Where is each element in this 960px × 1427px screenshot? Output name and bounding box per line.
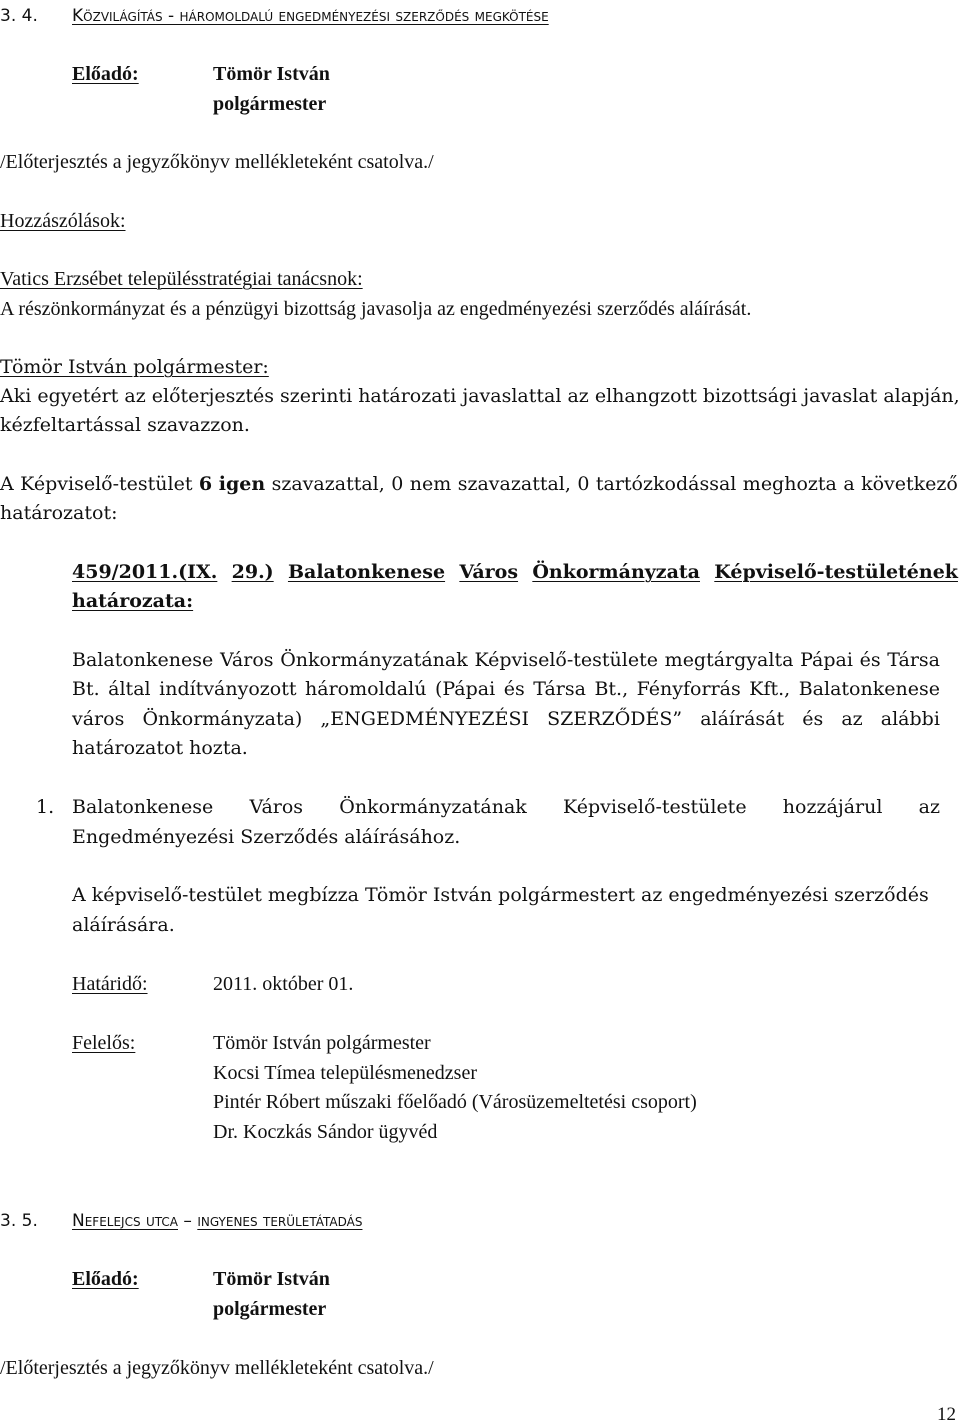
mandate-text: aláírására. — [72, 914, 175, 936]
word: Pápai — [800, 649, 853, 671]
speaker-text: kézfeltartással szavazzon. — [0, 414, 250, 436]
word: Képviselő-testülete — [563, 796, 747, 818]
word: az — [918, 796, 940, 818]
vote-word: nem — [409, 473, 452, 495]
vote-word: A — [0, 473, 14, 495]
section-number: 3. 5. — [0, 1211, 38, 1231]
item-number: 1. — [36, 796, 55, 818]
presenter-role: polgármester — [213, 1298, 327, 1320]
vote-word: meghozta — [742, 473, 837, 495]
speaker-name: Tömör István polgármester: — [0, 356, 269, 378]
vote-word: a — [843, 473, 855, 495]
word: Önkormányzatának — [280, 649, 468, 671]
presenter-label: Előadó: — [72, 63, 139, 85]
resolution-word: Város — [459, 561, 519, 583]
responsible-person: Tömör István polgármester — [213, 1032, 431, 1054]
section-title — [72, 1209, 362, 1233]
vote-word: 0 — [577, 473, 590, 495]
word: város — [72, 708, 125, 730]
presenter-name: Tömör István — [213, 1268, 330, 1290]
word: Balatonkenese — [72, 796, 214, 818]
word: Balatonkenese — [72, 649, 214, 671]
vote-word: következő — [861, 473, 958, 495]
vote-result-line — [0, 472, 958, 496]
word: Bt., — [594, 678, 629, 700]
section-title-dash: – — [178, 1211, 198, 1231]
vote-result-line: határozatot: — [0, 502, 118, 524]
word: és — [503, 678, 525, 700]
deadline-value: 2011. október 01. — [213, 973, 354, 995]
word: (Pápai — [434, 678, 496, 700]
word: és — [802, 708, 824, 730]
word: Kft., — [749, 678, 791, 700]
word: Társa — [533, 678, 586, 700]
presenter-label: Előadó: — [72, 1268, 139, 1290]
resolution-body-line — [72, 707, 940, 731]
word: Fényforrás — [636, 678, 741, 700]
item-text-line: Engedményezési Szerződés aláírásához. — [72, 826, 461, 848]
resolution-word: Balatonkenese — [287, 561, 446, 583]
item-text-line — [72, 795, 940, 819]
comments-heading: Hozzászólások: — [0, 210, 126, 232]
word: megtárgyalta — [664, 649, 794, 671]
presenter-role: polgármester — [213, 93, 327, 115]
section-title: Közvilágítás - háromoldalú engedményezési szerződés megkötése — [72, 6, 549, 26]
resolution-body-line — [72, 648, 940, 672]
vote-word: szavazattal, — [457, 473, 571, 495]
responsible-label: Felelős: — [72, 1032, 136, 1054]
word: Bt. — [72, 678, 100, 700]
word: SZERZŐDÉS” — [547, 708, 683, 730]
speaker-text: A részönkormányzat és a pénzügyi bizottság javasolja az engedményezési szerződés aláírását. — [0, 298, 752, 320]
deadline-label: Határidő: — [72, 973, 148, 995]
word: Balatonkenese — [798, 678, 940, 700]
word: aláírását — [700, 708, 785, 730]
resolution-number: 459/2011.(IX. — [72, 561, 218, 583]
section-title-part: Nefelejcs utca — [72, 1211, 178, 1231]
responsible-person: Dr. Koczkás Sándor ügyvéd — [213, 1121, 438, 1143]
section-number: 3. 4. — [0, 6, 38, 26]
attachment-note: /Előterjesztés a jegyzőkönyv mellékleteként csatolva./ — [0, 1357, 434, 1379]
responsible-person: Kocsi Tímea településmenedzser — [213, 1062, 477, 1084]
vote-word: 0 — [391, 473, 404, 495]
speaker-text: Aki egyetért az előterjesztés szerinti határozati javaslattal az elhangzott bizottsági javaslat alapján, — [0, 385, 960, 407]
word: hozzájárul — [782, 796, 883, 818]
word: Önkormányzata) — [142, 708, 303, 730]
resolution-body-line: határozatot hozta. — [72, 737, 248, 759]
word: által — [108, 678, 151, 700]
attachment-note: /Előterjesztés a jegyzőkönyv mellékleteként csatolva./ — [0, 151, 434, 173]
speaker-name: Vatics Erzsébet településstratégiai tanácsnok: — [0, 268, 363, 290]
word: indítványozott — [159, 678, 297, 700]
word: Társa — [887, 649, 940, 671]
resolution-body-line — [72, 677, 940, 701]
section-title-part: ingyenes területátadás — [197, 1211, 363, 1231]
presenter-name: Tömör István — [213, 63, 330, 85]
resolution-heading — [72, 560, 958, 584]
responsible-person: Pintér Róbert műszaki főelőadó (Városüzemeltetési csoport) — [213, 1091, 697, 1113]
word: az — [841, 708, 863, 730]
page-number: 12 — [937, 1404, 956, 1425]
word: Város — [249, 796, 304, 818]
word: alábbi — [880, 708, 940, 730]
word: háromoldalú — [305, 678, 427, 700]
vote-word: Képviselő-testület — [20, 473, 193, 495]
vote-word: tartózkodással — [595, 473, 737, 495]
word: Képviselő-testülete — [474, 649, 658, 671]
word: Város — [219, 649, 274, 671]
mandate-text: A képviselő-testület megbízza Tömör István polgármestert az engedményezési szerződés — [72, 884, 929, 906]
vote-word: szavazattal, — [271, 473, 385, 495]
word: és — [859, 649, 881, 671]
resolution-date: 29.) — [231, 561, 274, 583]
word: Önkormányzatának — [339, 796, 527, 818]
resolution-word: Képviselő-testületének — [714, 561, 958, 583]
word: „ENGEDMÉNYEZÉSI — [320, 708, 529, 730]
vote-count: 6 igen — [198, 473, 266, 495]
resolution-heading: határozata: — [72, 590, 194, 612]
resolution-word: Önkormányzata — [532, 561, 700, 583]
